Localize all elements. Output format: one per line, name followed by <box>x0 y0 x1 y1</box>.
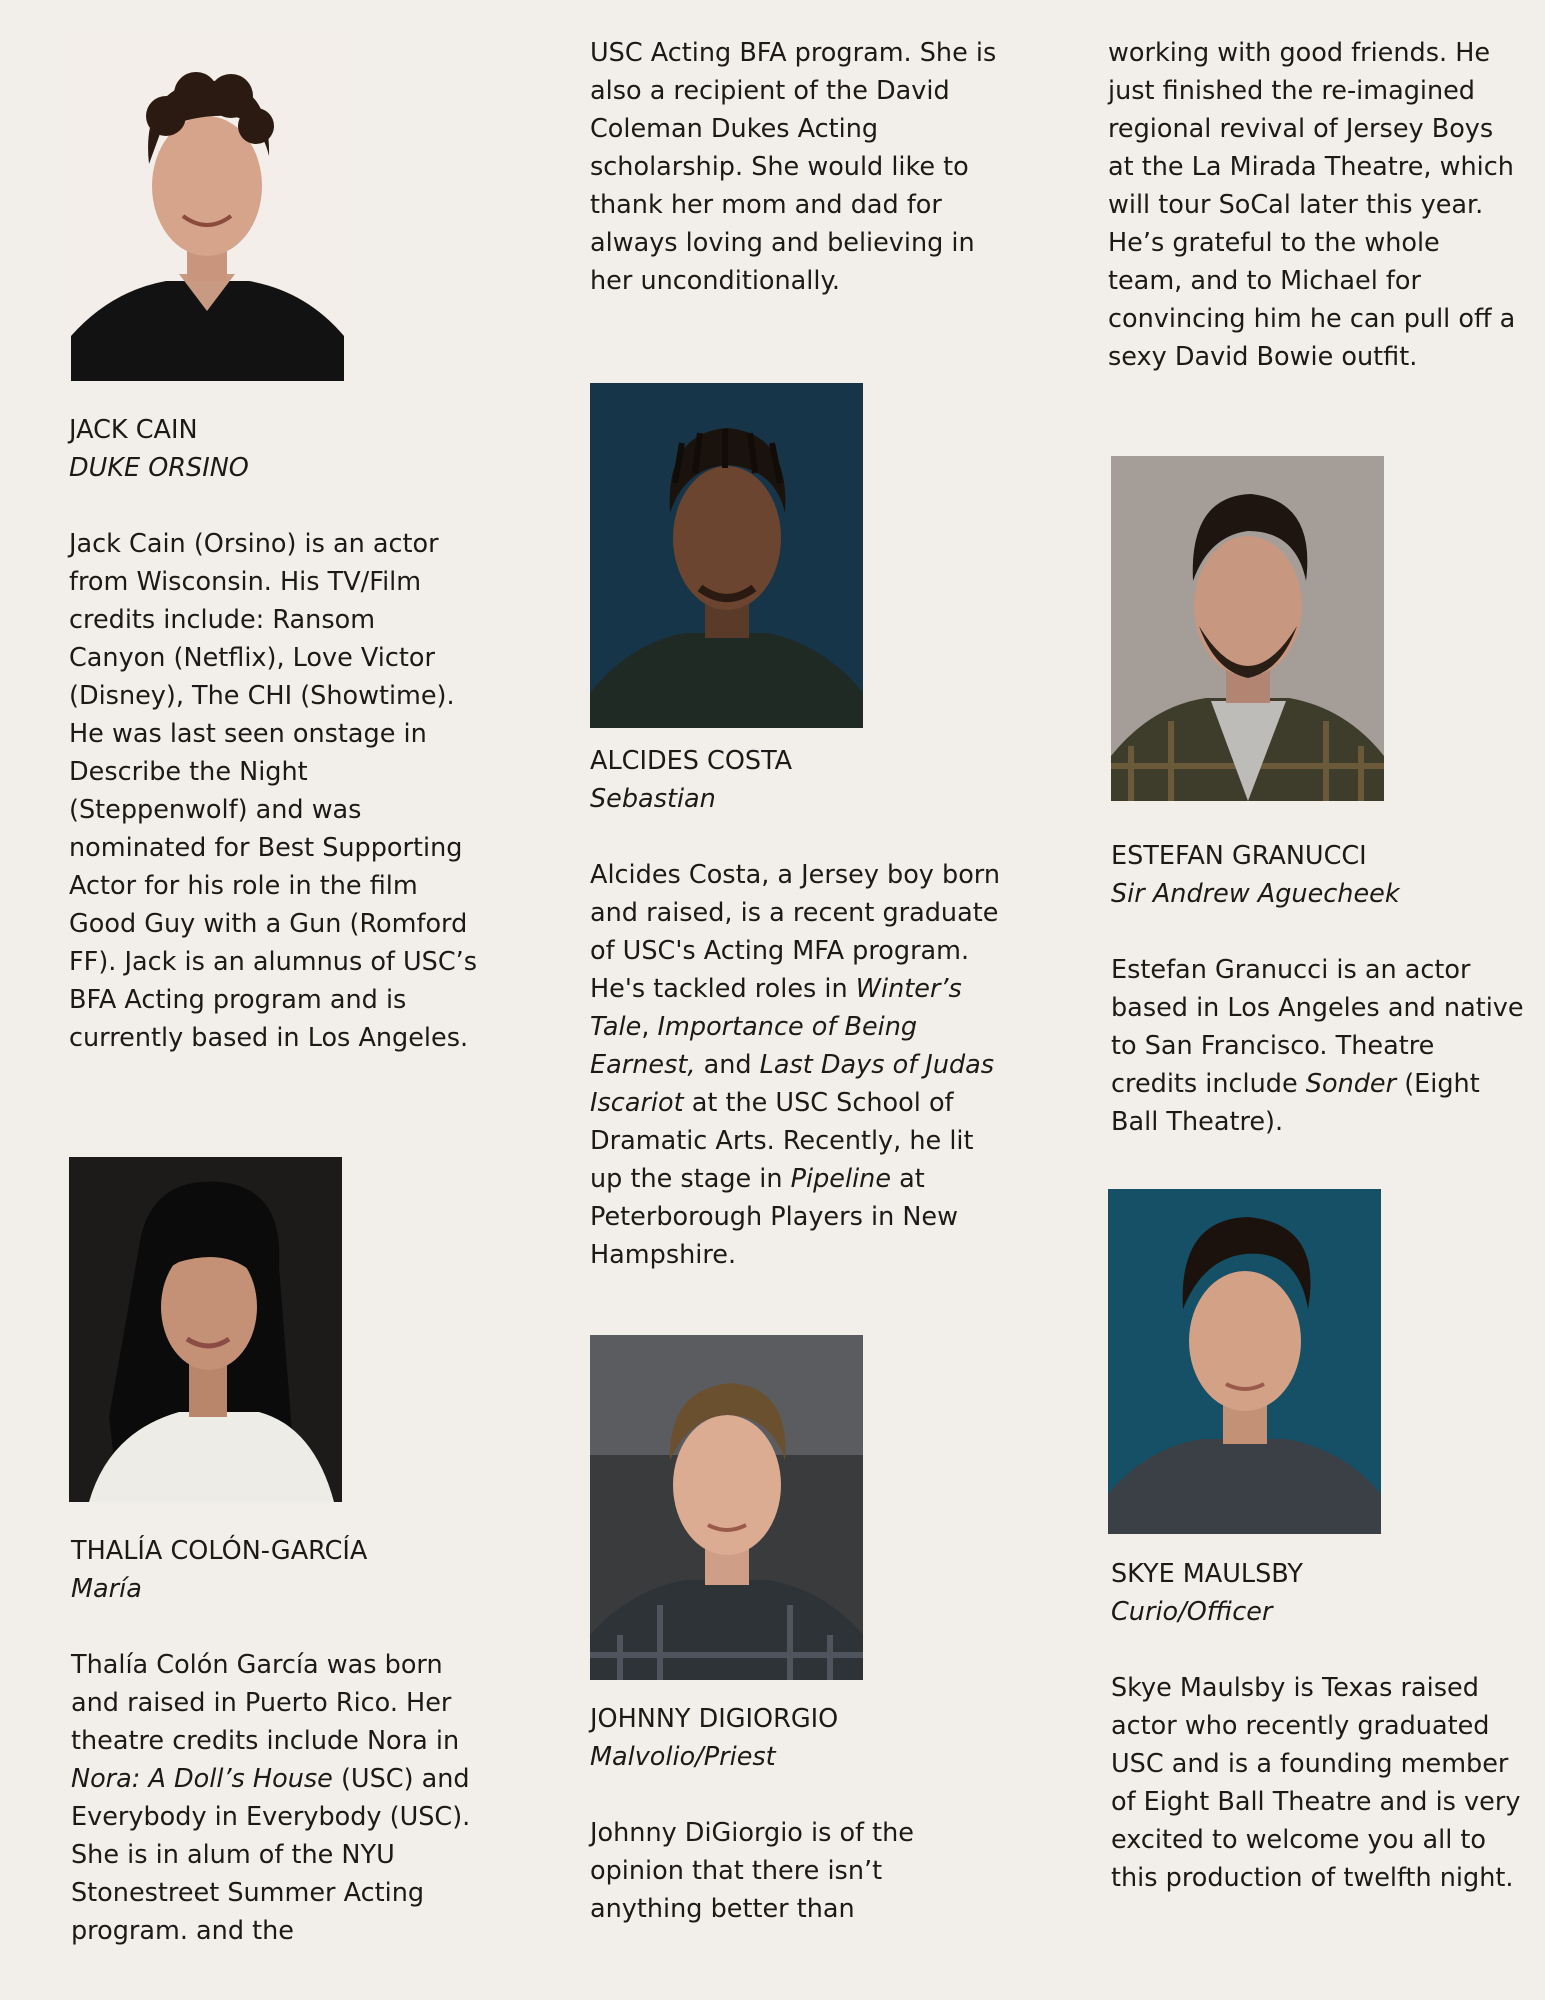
cast-role-thalia-colon-garcia: María <box>71 1574 142 1604</box>
cast-bio-thalia-colon-garcia <box>71 1646 491 1950</box>
cast-bio-thalia-continued: USC Acting BFA program. She is also a recipient of the David Coleman Dukes Acting scholarship. She would like to thank her mom and dad for always loving and believing in her unconditionally. <box>590 38 997 296</box>
cast-bio-alcides-costa <box>590 856 1000 1274</box>
cast-name-thalia-colon-garcia: THALÍA COLÓN-GARCÍA <box>71 1536 368 1566</box>
bio-italic-title: Importance of Being Earnest, <box>590 1012 918 1080</box>
cast-name-johnny-digiorgio: JOHNNY DIGIORGIO <box>590 1704 839 1734</box>
bio-text: and <box>695 1050 760 1080</box>
cast-bio-estefan-granucci <box>1111 951 1526 1141</box>
headshot-jack-cain <box>71 36 344 381</box>
cast-role-alcides-costa: Sebastian <box>590 784 716 814</box>
bio-italic-title: Winter’s Tale <box>590 974 962 1042</box>
cast-bio-skye-maulsby: Skye Maulsby is Texas raised actor who recently graduated USC and is a founding member of Eight Ball Theatre and is very excited to welcome you all to this production of twelfth night. <box>1111 1673 1521 1893</box>
bio-text: at Peterborough Players in New Hampshire. <box>590 1164 958 1270</box>
cast-role-johnny-digiorgio: Malvolio/Priest <box>590 1742 776 1772</box>
bio-italic-title: Pipeline <box>790 1164 892 1194</box>
cast-role-estefan-granucci: Sir Andrew Aguecheek <box>1111 879 1400 909</box>
headshot-thalia-colon-garcia <box>69 1157 342 1502</box>
headshot-alcides-costa <box>590 383 863 728</box>
cast-bio-jack-cain: Jack Cain (Orsino) is an actor from Wisconsin. His TV/Film credits include: Ransom Canyon (Netflix), Love Victor (Disney), The CHI (Showtime). He was last seen onstage in Describe the Night (Steppenwolf) and was nominated for Best Supporting Actor for his role in the film Good Guy with a Gun (Romford FF). Jack is an alumnus of USC’s BFA Acting program and is currently based in Los Angeles. <box>69 529 478 1053</box>
headshot-skye-maulsby <box>1108 1189 1381 1534</box>
cast-role-skye-maulsby: Curio/Officer <box>1111 1597 1273 1627</box>
cast-role-jack-cain: DUKE ORSINO <box>69 453 249 483</box>
headshot-johnny-digiorgio <box>590 1335 863 1680</box>
bio-text: (USC) and Everybody in Everybody (USC). She is in alum of the NYU Stonestreet Summer Acting program. and the <box>71 1764 471 1946</box>
bio-text: Thalía Colón García was born and raised in Puerto Rico. Her theatre credits include Nora in <box>71 1650 460 1756</box>
headshot-estefan-granucci <box>1111 456 1384 801</box>
cast-bio-johnny-continued: working with good friends. He just finished the re-imagined regional revival of Jersey Boys at the La Mirada Theatre, which will tour SoCal later this year. He’s grateful to the whole team, and to Michael for convincing him he can pull off a sexy David Bowie outfit. <box>1108 38 1516 372</box>
cast-name-jack-cain: JACK CAIN <box>69 415 198 445</box>
cast-name-estefan-granucci: ESTEFAN GRANUCCI <box>1111 841 1367 871</box>
cast-name-skye-maulsby: SKYE MAULSBY <box>1111 1559 1303 1589</box>
bio-text: , <box>641 1012 658 1042</box>
bio-italic-title: Last Days of Judas Iscariot <box>590 1050 995 1118</box>
bio-text: Alcides Costa, a Jersey boy born and raised, is a recent graduate of USC's Acting MFA program. He's tackled roles in <box>590 860 1000 1004</box>
bio-italic-title: Sonder <box>1305 1069 1397 1099</box>
bio-italic-title: Nora: A Doll’s House <box>71 1764 333 1794</box>
bio-text: (Eight Ball Theatre). <box>1111 1069 1480 1137</box>
cast-name-alcides-costa: ALCIDES COSTA <box>590 746 793 776</box>
cast-bio-johnny-digiorgio: Johnny DiGiorgio is of the opinion that there isn’t anything better than <box>590 1818 914 1924</box>
bio-text: Estefan Granucci is an actor based in Los Angeles and native to San Francisco. Theatre credits include <box>1111 955 1524 1099</box>
bio-text: at the USC School of Dramatic Arts. Recently, he lit up the stage in <box>590 1088 974 1194</box>
